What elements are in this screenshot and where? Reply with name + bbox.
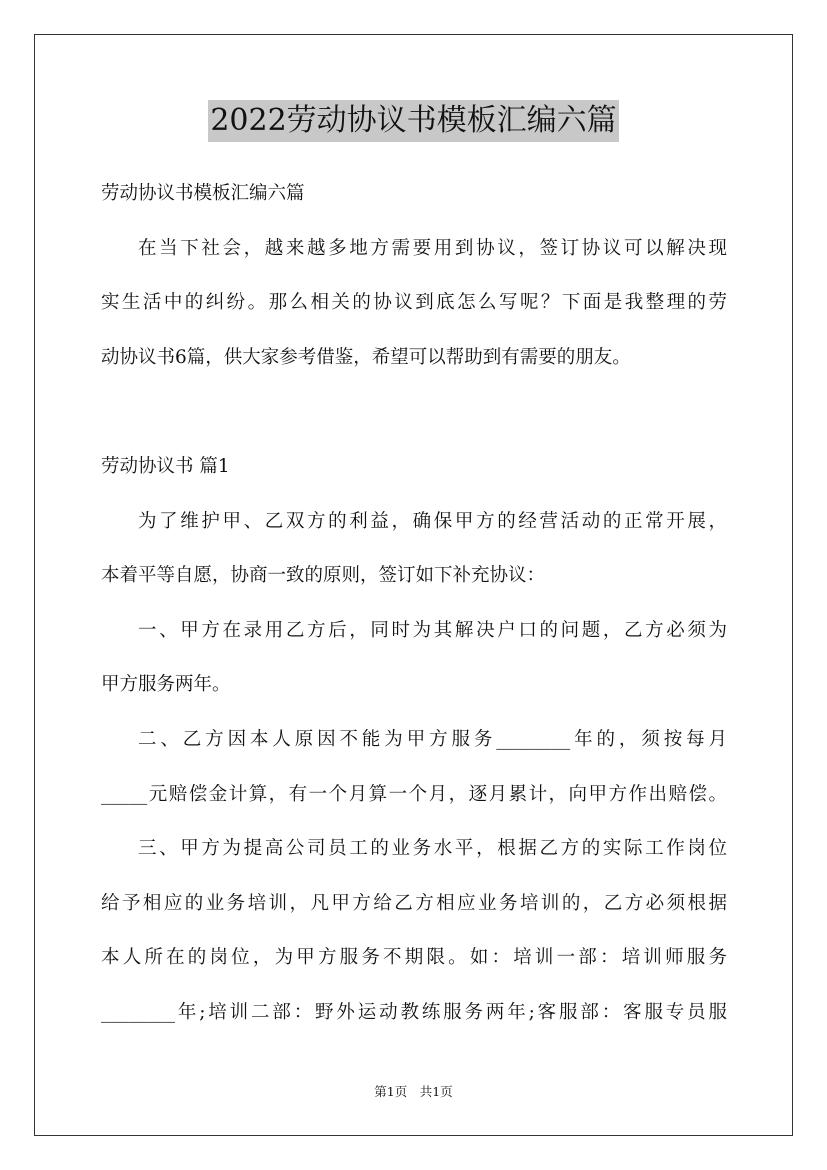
title-container	[0, 100, 827, 142]
subtitle: 劳动协议书模板汇编六篇	[101, 183, 305, 204]
section-heading: 劳动协议书 篇1	[101, 455, 230, 477]
intro-line: 实生活中的纠纷。那么相关的协议到底怎么写呢？下面是我整理的劳	[101, 292, 727, 314]
paragraph-line: ________年;培训二部：野外运动教练服务两年;客服部：客服专员服	[101, 1001, 727, 1023]
paragraph-line: 本人所在的岗位，为甲方服务不期限。如：培训一部：培训师服务	[101, 947, 727, 969]
paragraph-line: _____元赔偿金计算，有一个月算一个月，逐月累计，向甲方作出赔偿。	[101, 783, 727, 805]
paragraph-line: 三、甲方为提高公司员工的业务水平，根据乙方的实际工作岗位	[138, 838, 727, 860]
paragraph-gap	[101, 390, 727, 445]
paragraph-line: 本着平等自愿，协商一致的原则，签订如下补充协议：	[101, 565, 546, 587]
document-body	[101, 172, 727, 1046]
document-title: 2022劳动协议书模板汇编六篇	[208, 100, 618, 142]
paragraph-line: 二、乙方因本人原因不能为甲方服务________年的，须按每月	[138, 728, 727, 750]
paragraph-line: 甲方服务两年。	[101, 674, 231, 696]
paragraph-line: 为了维护甲、乙双方的利益，确保甲方的经营活动的正常开展，	[138, 510, 727, 532]
paragraph-line: 给予相应的业务培训，凡甲方给乙方相应业务培训的，乙方必须根据	[101, 892, 727, 914]
page-number: 第1页 共1页	[374, 1084, 453, 1099]
intro-line: 在当下社会，越来越多地方需要用到协议，签订协议可以解决现	[138, 237, 727, 259]
paragraph-line: 一、甲方在录用乙方后，同时为其解决户口的问题，乙方必须为	[138, 619, 727, 641]
intro-line: 动协议书6篇，供大家参考借鉴，希望可以帮助到有需要的朋友。	[101, 346, 631, 368]
